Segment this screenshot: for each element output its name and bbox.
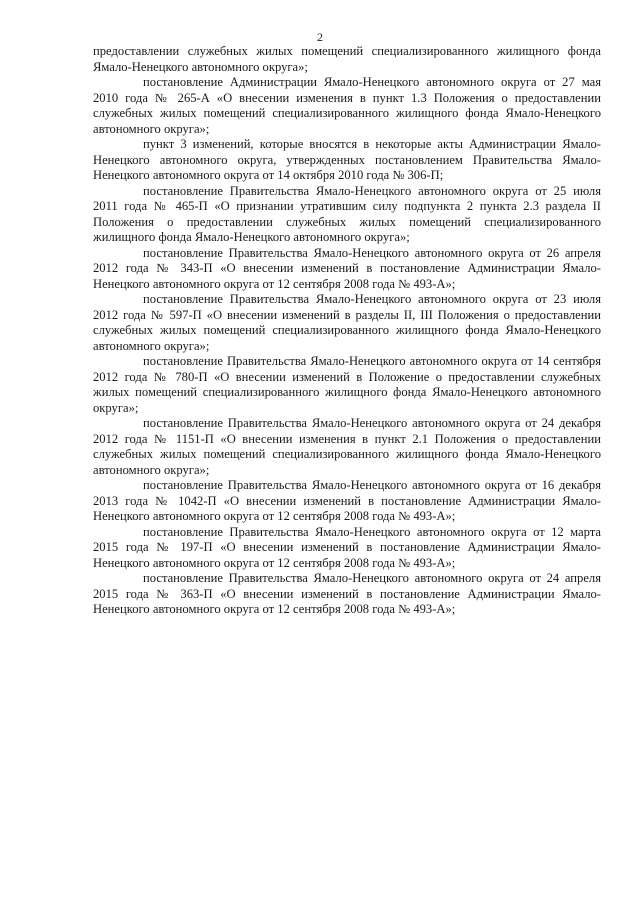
paragraph-9: постановление Правительства Ямало-Ненецкого автономного округа от 16 декабря 2013 года № 1042-П «О внесении изменений в постановление Администрации Ямало-Ненецкого автономного округа от 12 сентября 2008 года № 493-А»; — [93, 478, 601, 523]
paragraph-2: постановление Администрации Ямало-Ненецкого автономного округа от 27 мая 2010 года № 265-А «О внесении изменения в пункт 1.3 Положения о предоставлении служебных жилых помещений специализированного жилищного фонда Ямало-Ненецкого автономного округа»; — [93, 75, 601, 136]
paragraph-5: постановление Правительства Ямало-Ненецкого автономного округа от 26 апреля 2012 года № 343-П «О внесении изменений в постановление Администрации Ямало-Ненецкого автономного округа от 12 сентября 2008 года № 493-А»; — [93, 245, 601, 291]
paragraph-8: постановление Правительства Ямало-Ненецкого автономного округа от 24 декабря 2012 года № 1151-П «О внесении изменения в пункт 2.1 Положения о предоставлении служебных жилых помещений специализированного жилищного фонда Ямало-Ненецкого автономного округа»; — [93, 416, 601, 477]
paragraph-6: постановление Правительства Ямало-Ненецкого автономного округа от 23 июля 2012 года № 597-П «О внесении изменений в разделы II, III Положения о предоставлении служебных жилых помещений специализированного жилищного фонда Ямало-Ненецкого автономного округа»; — [93, 292, 601, 353]
paragraph-4: постановление Правительства Ямало-Ненецкого автономного округа от 25 июля 2011 года № 465-П «О признании утратившим силу подпункта 2 пункта 2.3 раздела II Положения о предоставлении служебных жилых помещений специализированного жилищного фонда Ямало-Ненецкого автономного округа»; — [93, 183, 601, 244]
document-body — [93, 44, 601, 618]
page-number: 2 — [317, 30, 323, 44]
paragraph-7: постановление Правительства Ямало-Ненецкого автономного округа от 14 сентября 2012 года № 780-П «О внесении изменений в Положение о предоставлении служебных жилых помещений специализированного жилищного фонда Ямало-Ненецкого автономного округа»; — [93, 354, 601, 415]
paragraph-1: предоставлении служебных жилых помещений специализированного жилищного фонда Ямало-Ненецкого автономного округа»; — [93, 44, 601, 74]
paragraph-11: постановление Правительства Ямало-Ненецкого автономного округа от 24 апреля 2015 года № 363-П «О внесении изменений в постановление Администрации Ямало-Ненецкого автономного округа от 12 сентября 2008 года № 493-А»; — [93, 571, 601, 616]
paragraph-10: постановление Правительства Ямало-Ненецкого автономного округа от 12 марта 2015 года № 197-П «О внесении изменений в постановление Администрации Ямало-Ненецкого автономного округа от 12 сентября 2008 года № 493-А»; — [93, 524, 601, 570]
paragraph-3: пункт 3 изменений, которые вносятся в некоторые акты Администрации Ямало-Ненецкого автономного округа, утвержденных постановлением Правительства Ямало-Ненецкого автономного округа от 14 октября 2010 года № 306-П; — [93, 137, 601, 182]
